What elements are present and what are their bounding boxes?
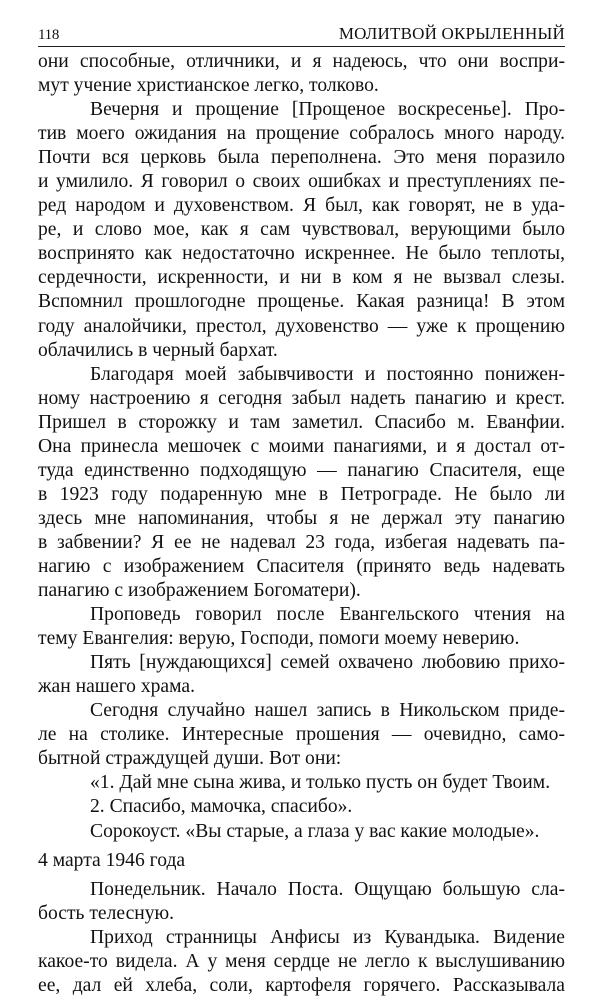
quoted-petitions bbox=[38, 771, 565, 843]
paragraph bbox=[38, 651, 565, 699]
book-page bbox=[38, 22, 565, 998]
paragraph bbox=[38, 699, 565, 771]
text-line: здесь мне напоминания, чтобы я не держал эту панагию bbox=[38, 507, 565, 529]
text-line: ному настроению я сегодня забыл надеть панагию и крест. bbox=[38, 387, 565, 409]
text-line: в забвении? Я ее не надевал 23 года, избегая надевать па- bbox=[38, 531, 565, 553]
page-number: 118 bbox=[38, 27, 60, 43]
text-line: они способные, отличники, и я надеюсь, что они воспри- bbox=[38, 51, 565, 72]
text-line: и умилило. Я говорил о своих ошибках и преступлениях пе- bbox=[38, 171, 565, 193]
text-line: бытной страждущей души. Вот они: bbox=[38, 748, 342, 770]
paragraph bbox=[38, 98, 565, 363]
text-line: Сегодня случайно нашел запись в Никольском приде- bbox=[90, 700, 565, 722]
text-line: в 1923 году подаренную мне в Петрограде. Не было ли bbox=[38, 483, 565, 505]
paragraph bbox=[38, 926, 565, 998]
text-line: Понедельник. Начало Поста. Ощущаю большую сла- bbox=[90, 878, 565, 900]
date-heading bbox=[38, 849, 565, 878]
text-line: Приход странницы Анфисы из Кувандыка. Видение bbox=[90, 926, 565, 948]
paragraph bbox=[38, 50, 565, 98]
text-line: Сорокоуст. «Вы старые, а глаза у вас какие молодые». bbox=[90, 820, 540, 842]
paragraph bbox=[38, 878, 565, 926]
text-line: бость телесную. bbox=[38, 902, 175, 924]
text-line: ле на столике. Интересные прошения — очевидно, само- bbox=[38, 724, 565, 746]
body-text bbox=[38, 50, 565, 998]
text-line: мут учение христианское легко, толково. bbox=[38, 75, 379, 97]
paragraph bbox=[38, 603, 565, 651]
text-line: сердечности, искренности, и ни в ком я не вызвал слезы. bbox=[38, 267, 565, 289]
text-line: облачились в черный бархат. bbox=[38, 339, 278, 361]
text-line: ред народом и духовенством. Я был, как говорят, не в уда- bbox=[38, 195, 565, 217]
book-title: МОЛИТВОЙ ОКРЫЛЕННЫЙ bbox=[338, 24, 565, 43]
text-line: Благодаря моей забывчивости и постоянно понижен- bbox=[90, 363, 565, 385]
text-line: Проповедь говорил после Евангельского чтения на bbox=[90, 604, 565, 626]
text-line: Пришел в сторожку и там заметил. Спасибо м. Еванфии. bbox=[38, 411, 565, 433]
text-line: ее, дал ей хлеба, соли, картофеля горячего. Рассказывала bbox=[38, 974, 565, 996]
text-line: жан нашего храма. bbox=[38, 676, 195, 698]
text-line: Почти вся церковь была переполнена. Это меня поразило bbox=[38, 147, 565, 169]
text-line: 4 марта 1946 года bbox=[38, 849, 186, 871]
text-line: Вечерня и прощение [Прощеное воскресенье]. Про- bbox=[90, 99, 565, 121]
text-line: Пять [нуждающихся] семей охвачено любовию прихо- bbox=[90, 652, 565, 674]
text-line: тему Евангелия: верую, Господи, помоги моему неверию. bbox=[38, 628, 520, 650]
text-line: 2. Спасибо, мамочка, спасибо». bbox=[90, 796, 353, 818]
text-line: тив моего ожидания на прощение собралось много народу. bbox=[38, 123, 565, 145]
text-line: нагию с изображением Спасителя (принято ведь надевать bbox=[38, 555, 565, 577]
text-line: воспринято как недостаточно искреннее. Не было теплоты, bbox=[38, 243, 565, 265]
text-line: туда единственно подходящую — панагию Спасителя, еще bbox=[38, 459, 565, 481]
text-line: Она принесла мешочек с моими панагиями, и я достал от- bbox=[38, 435, 565, 457]
text-line: Вспомнил прошлогодне прощенье. Какая разница! В этом bbox=[38, 291, 565, 313]
text-line: «1. Дай мне сына жива, и только пусть он будет Твоим. bbox=[90, 772, 551, 794]
running-head bbox=[38, 22, 565, 47]
text-line: панагию с изображением Богоматери). bbox=[38, 580, 361, 602]
text-line: ре, и слово мое, как я сам чувствовал, верующими было bbox=[38, 219, 565, 241]
paragraph bbox=[38, 363, 565, 603]
text-line: году аналойчики, престол, духовенство — уже к прощению bbox=[38, 315, 565, 337]
text-line: какое-то видела. А у меня сердце не легло к выслушиванию bbox=[38, 950, 565, 972]
